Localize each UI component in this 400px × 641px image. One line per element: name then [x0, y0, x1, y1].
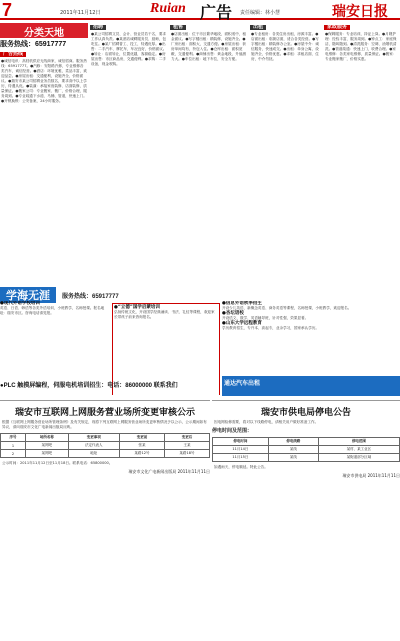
nr-th-2: 停电范围 — [318, 438, 399, 446]
nr-cell: 某线 — [268, 454, 318, 462]
notice-right-signature: 瑞安市供电局 2011年11月11日 — [342, 473, 400, 478]
table-row — [213, 446, 400, 454]
col5-section-heading: 家政服务 — [324, 25, 350, 30]
nl-cell: 某网吧 — [26, 442, 69, 450]
internet-cafe-notice — [0, 400, 210, 641]
school-text: 开设语文、数学、英语辅导班，针对性强，效果显著。 — [222, 316, 309, 320]
nl-th-1: 场所名称 — [26, 434, 69, 442]
nr-cell: 11月14日 — [213, 446, 269, 454]
col3-ads: ●店面出租：位于市区繁华地段，面积适中，租金面议。●写字楼出租：精装修，设施齐全。●厂房出租：面积大，交通方便。●房屋出租：套房单间均有，拎包入住。●仓库出租：面积宽敞，交通便利。●商铺出售：黄金地段，升值潜力大。●车位出租：地下车位，安全方便。 — [171, 32, 247, 61]
classified-column-3 — [170, 23, 248, 283]
education-band — [0, 290, 400, 300]
nl-cell: 王某 — [164, 442, 209, 450]
notice-right-intro: 因电网检修需要，将对以下线路停电，请相关用户做好准备工作。 — [214, 420, 319, 424]
sd-name: ●山东大学远程教育 — [222, 321, 262, 326]
classified-column-2 — [90, 23, 168, 283]
col1-ads: ●诚信电讯：高档机供应无线商家，诚信招商。服务热线：65917777。●汽修：安阳路汽修，专业维修各类汽车，诚信经营。●酒店：环境优雅，菜品丰富，欢迎品尝。●房屋出租：交通便利，设施齐全，价格面议。●瑞安市某公司招聘业务员数名，要求高中以上学历，待遇从优。●装潢：承接家庭装修、店面装修，质量保证。●搬家公司：专业搬家、搬厂，价格合理，服务周到。●专业疏通下水道、马桶、管道，快速上门。●开锁换锁：公安备案，24小时服务。 — [1, 59, 87, 103]
page-date: 2011年11月12日 — [60, 10, 101, 16]
nr-th-1: 停电线路 — [268, 438, 318, 446]
col1-section-heading: 广告热线 — [0, 52, 26, 57]
col4-ads: ●专业租房：各类住房出租，房源丰富。●店面出租：临街店面，适合各类经营。●写字楼出租：精装修办公室。●房屋中介：诚信服务，快速成交。●出租：单身公寓，设施齐全，价格优惠。●求租：求租店面、住房，中介勿扰。 — [251, 32, 319, 61]
edu-b-heading: ●“立德”国学启蒙培训 — [114, 305, 160, 310]
notice-right-title: 瑞安市供电局停电公告 — [260, 407, 351, 417]
classified-column-1 — [0, 23, 88, 283]
col2-ads: ●某公司招聘文员、会计、营业员若干名，要求工作认真负责。●某酒店诚聘服务员、厨师，包吃住。●某厂招聘普工、技工，待遇优厚。●出售：二手汽车、摩托车，车况良好，价格面议。●转让：店面转让，位置优越，客源稳定。●房屋出售：市区商品房，交通便利。●求购：二手设备，现金收购。 — [91, 32, 167, 66]
education-title: 学海无涯 — [0, 287, 56, 303]
nl-th-3: 变更前 — [119, 434, 164, 442]
page-number: 7 — [2, 0, 13, 20]
nl-cell: 张某 — [119, 442, 164, 450]
editor-credit: 责任编辑：林小慧 — [240, 10, 281, 16]
nl-cell: 2 — [1, 450, 26, 458]
col5-ads: ●保姆服务：专业培训，持证上岗。●月嫂护理：经验丰富，服务周到。●钟点工：家庭保洁，随叫随到。●清洗服务：空调、油烟机清洗。●管道疏通：快速上门，收费合理。●家电维修：各类家电维修，质量保证。●搬家：专业搬家搬厂，价格实惠。 — [325, 32, 397, 61]
classified-column-4 — [250, 23, 322, 283]
edu-a-text: 英语、日语、韩语等各类外语培训，小班教学，名师授课。报名地址：瑞安市区。咨询电话请见报。 — [0, 306, 105, 315]
notice-right-subhead: 停电时间及范围： — [212, 428, 253, 434]
classified-hotline: 服务热线：65917777 — [0, 41, 67, 48]
school-name: ●杏坛语校 — [222, 311, 244, 316]
notice-left-title: 瑞安市互联网上网服务营业场所变更审核公示 — [14, 407, 195, 417]
classified-column-5 — [324, 23, 400, 283]
plc-ad: ●PLC 触摸屏编程，伺服电机培训招生：电话：86000000 联系我们 — [0, 383, 178, 389]
col2-section-heading: 招聘 — [90, 25, 106, 30]
table-row — [1, 442, 210, 450]
tongda-ad: 通达汽车出租 — [222, 376, 400, 396]
page-header — [0, 0, 400, 20]
nl-cell: 1 — [1, 442, 26, 450]
edu-a-heading: ●现代外语学校培训 — [0, 301, 40, 306]
nl-th-0: 序号 — [1, 434, 26, 442]
ruian-label: Ruian — [150, 1, 186, 16]
notice-left-body: 根据《互联网上网服务营业场所管理条例》及有关规定，现将下列互联网上网服务营业场所变更审核情况予以公示，公示期间如有异议，请向瑞安市文化广电新闻出版局反映。 — [2, 420, 207, 429]
nr-th-0: 停电时间 — [213, 438, 269, 446]
nl-cell: 某路18号 — [164, 450, 209, 458]
notice-left-footer: 公示时间：2011年11月12日至11月18日。联系电话：65800000。 — [2, 461, 113, 465]
nr-cell: 11月15日 — [213, 454, 269, 462]
col4-section-heading: 出租 — [250, 25, 266, 30]
nr-cell: 某街道部分区域 — [318, 454, 399, 462]
nl-cell: 某网吧 — [26, 450, 69, 458]
education-hotline: 服务热线：65917777 — [62, 293, 119, 300]
sd-text: 学历教育招生，专升本、高起专，业余学习，国家承认学历。 — [222, 326, 320, 330]
edu-c-heading: ●信息外语秋季招生 — [222, 301, 262, 306]
newspaper-brand: 瑞安日报 — [332, 5, 388, 20]
notice-right-table — [212, 437, 400, 462]
edu-c-text: 开设少儿英语、新概念英语、商务英语等课程，名师授课，小班教学，欢迎报名。 — [222, 306, 352, 310]
power-outage-notice — [212, 400, 400, 641]
nl-cell: 法定代表人 — [68, 442, 119, 450]
nr-cell: 某村、某工业区 — [318, 446, 399, 454]
classified-banner: 分类天地 — [0, 23, 88, 38]
nl-cell: 某路12号 — [119, 450, 164, 458]
nl-cell: 地址 — [68, 450, 119, 458]
col3-section-heading: 租售 — [170, 25, 186, 30]
edu-b-text: 弘扬传统文化，开设国学经典诵读、书法、礼仪等课程，欢迎家长带孩子前来咨询报名。 — [114, 310, 215, 319]
table-row — [213, 454, 400, 462]
nl-th-2: 变更事项 — [68, 434, 119, 442]
nl-th-4: 变更后 — [164, 434, 209, 442]
notice-left-signature: 瑞安市文化广电新闻出版局 2011年11月11日 — [128, 469, 210, 474]
notice-right-footer: 如遇雨天，停电顺延。特此公告。 — [214, 465, 268, 469]
section-title: 广告 — [200, 5, 233, 22]
table-row — [1, 450, 210, 458]
nr-cell: 某线 — [268, 446, 318, 454]
notice-left-table — [0, 433, 210, 458]
